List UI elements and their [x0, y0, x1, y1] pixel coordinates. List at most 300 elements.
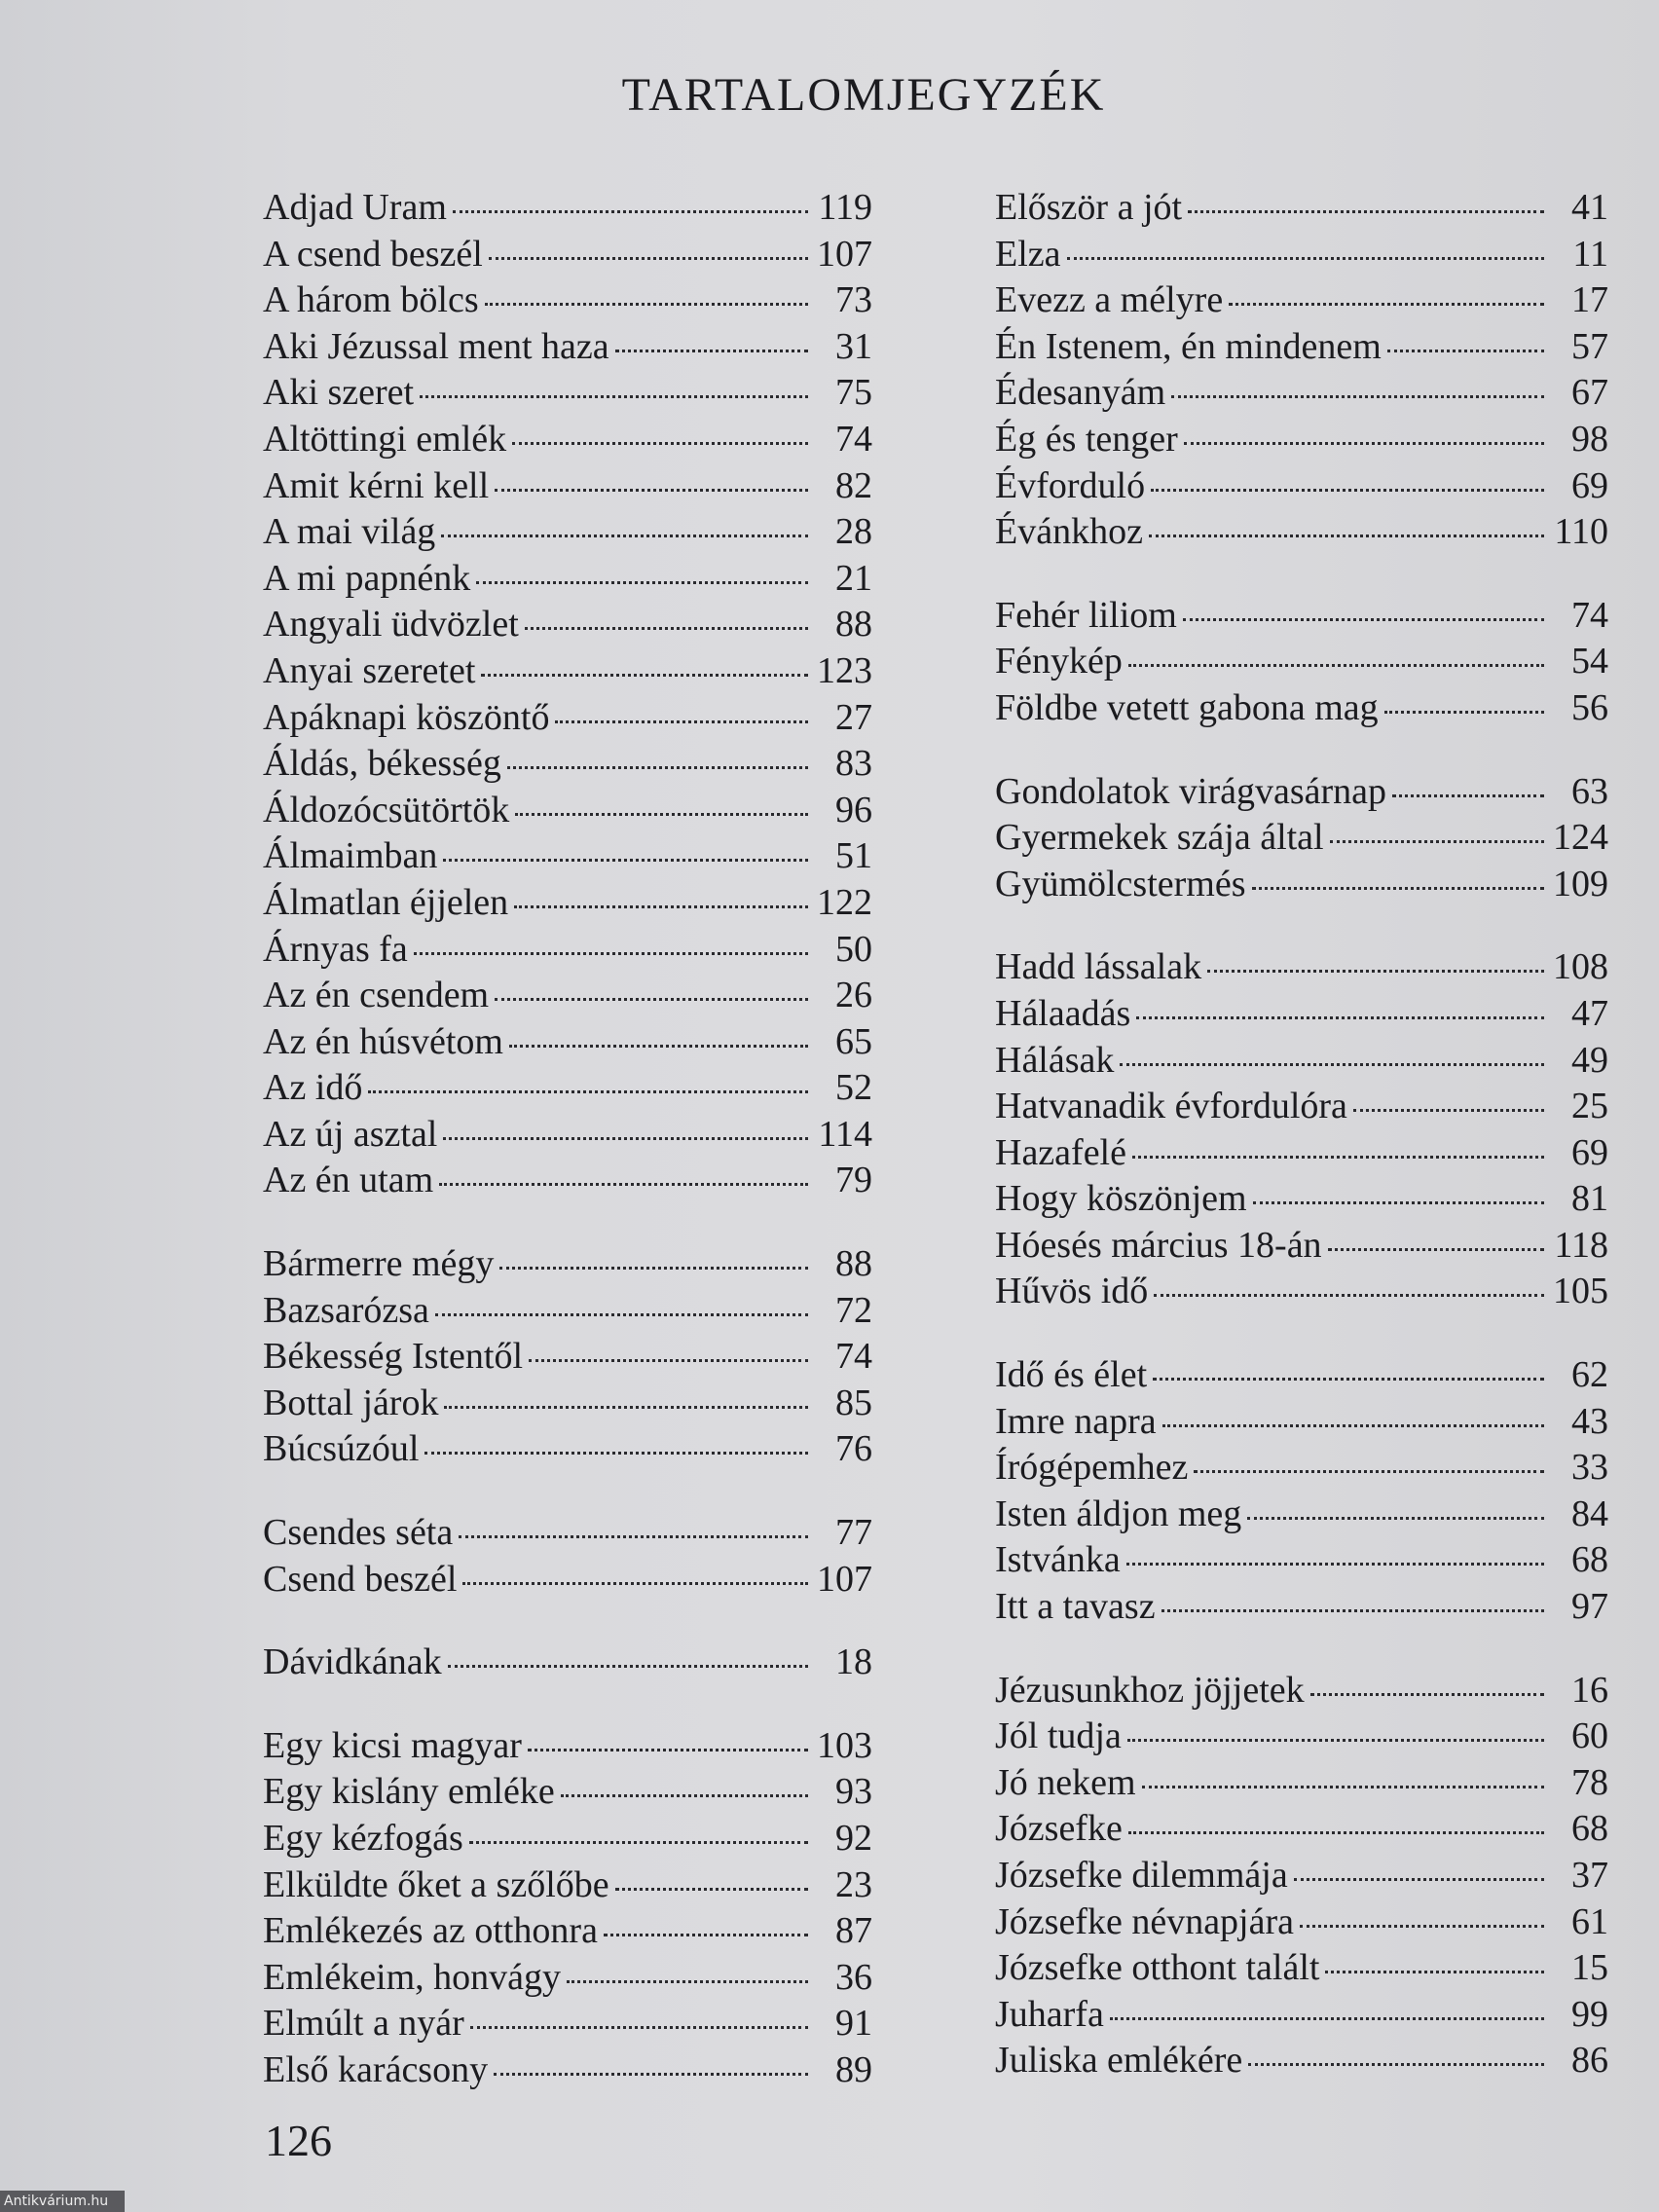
- toc-entry: [263, 1862, 872, 1909]
- dot-leader: [1229, 302, 1544, 306]
- toc-entry-page: 51: [835, 835, 872, 877]
- toc-entry-title: Áldozócsütörtök: [263, 789, 510, 830]
- dot-leader: [439, 1182, 808, 1186]
- dot-leader: [1310, 1692, 1544, 1696]
- dot-leader: [1154, 1293, 1544, 1297]
- toc-entry-page: 16: [1571, 1669, 1608, 1711]
- toc-entry-title: Angyali üdvözlet: [263, 604, 519, 645]
- dot-leader: [481, 673, 808, 677]
- toc-entry-page: 91: [835, 2003, 872, 2045]
- toc-entry: [995, 370, 1608, 417]
- toc-entry-title: Csend beszél: [263, 1558, 458, 1600]
- toc-entry: [995, 324, 1608, 371]
- toc-entry-page: 93: [835, 1771, 872, 1813]
- toc-entry-title: Az én utam: [263, 1160, 434, 1201]
- toc-entry-title: Csendes séta: [263, 1512, 454, 1554]
- toc-entry: [263, 1334, 872, 1381]
- toc-entry-title: Amit kérni kell: [263, 464, 490, 506]
- toc-entry-page: 86: [1571, 2040, 1608, 2082]
- toc-entry: [263, 1510, 872, 1557]
- toc-entry-page: 122: [817, 881, 872, 923]
- toc-entry: [263, 1065, 872, 1112]
- toc-entry: [263, 1816, 872, 1862]
- dot-leader: [443, 858, 808, 862]
- toc-entry: [263, 463, 872, 510]
- toc-entry-title: Jézusunkhoz jöjjetek: [995, 1669, 1305, 1711]
- toc-entry: [263, 1640, 872, 1686]
- toc-entry-page: 110: [1554, 511, 1608, 553]
- toc-entry: [263, 1723, 872, 1770]
- toc-entry-page: 27: [835, 696, 872, 738]
- toc-letter-group: [263, 185, 872, 1204]
- toc-entry-title: Aki szeret: [263, 372, 415, 414]
- toc-letter-group: [995, 1352, 1608, 1631]
- toc-entry-page: 52: [835, 1067, 872, 1109]
- dot-leader: [528, 1748, 808, 1751]
- dot-leader: [420, 394, 808, 398]
- toc-letter-group: [263, 1510, 872, 1603]
- toc-entry-title: Fehér liliom: [995, 594, 1177, 636]
- toc-entry: [995, 1399, 1608, 1446]
- toc-entry: [263, 1557, 872, 1604]
- toc-entry: [995, 463, 1608, 510]
- dot-leader: [1392, 793, 1544, 797]
- toc-entry-page: 73: [835, 279, 872, 321]
- toc-entry: [995, 1130, 1608, 1177]
- toc-entry-page: 124: [1553, 817, 1608, 859]
- toc-entry-page: 50: [835, 928, 872, 970]
- toc-entry-page: 33: [1571, 1447, 1608, 1489]
- toc-entry-page: 37: [1571, 1855, 1608, 1896]
- toc-entry-page: 79: [835, 1160, 872, 1201]
- toc-entry: [995, 277, 1608, 324]
- toc-entry: [995, 417, 1608, 463]
- toc-entry: [995, 1992, 1608, 2039]
- toc-entry-page: 82: [835, 464, 872, 506]
- dot-leader: [485, 302, 808, 306]
- dot-leader: [1120, 1062, 1544, 1066]
- toc-entry: [995, 1853, 1608, 1899]
- toc-entry-title: Hogy köszönjem: [995, 1178, 1247, 1220]
- dot-leader: [435, 1312, 808, 1316]
- toc-entry-page: 87: [835, 1910, 872, 1952]
- dot-leader: [462, 1581, 808, 1585]
- toc-entry-page: 84: [1571, 1493, 1608, 1534]
- toc-entry-title: Édesanyám: [995, 372, 1166, 414]
- toc-entry-page: 74: [835, 1336, 872, 1378]
- toc-entry: [263, 1158, 872, 1204]
- dot-leader: [1110, 2016, 1544, 2020]
- dot-leader: [495, 488, 808, 492]
- dot-leader: [424, 1451, 808, 1455]
- dot-leader: [1184, 441, 1544, 445]
- toc-entry-title: Gyümölcstermés: [995, 863, 1246, 904]
- dot-leader: [529, 1358, 808, 1362]
- toc-entry: [995, 1176, 1608, 1223]
- toc-entry-title: Hadd lássalak: [995, 946, 1202, 988]
- toc-letter-group: [263, 1640, 872, 1686]
- toc-entry: [263, 1908, 872, 1955]
- toc-entry-title: Istvánka: [995, 1539, 1121, 1581]
- toc-entry-page: 68: [1571, 1808, 1608, 1850]
- dot-leader: [459, 1534, 808, 1538]
- dot-leader: [555, 719, 808, 723]
- dot-leader: [1207, 969, 1544, 973]
- toc-entry-page: 109: [1553, 863, 1608, 904]
- watermark: Antikvárium.hu: [0, 2191, 125, 2212]
- dot-leader: [1128, 663, 1544, 667]
- dot-leader: [507, 765, 808, 769]
- toc-entry: [263, 1381, 872, 1427]
- toc-entry-title: Itt a tavasz: [995, 1586, 1156, 1628]
- toc-entry-page: 60: [1571, 1715, 1608, 1757]
- dot-leader: [514, 904, 808, 908]
- toc-entry-title: Jól tudja: [995, 1715, 1122, 1757]
- toc-entry-title: Hálaadás: [995, 992, 1131, 1034]
- toc-entry: [263, 788, 872, 834]
- toc-letter-group: [263, 1723, 872, 2094]
- toc-entry-page: 114: [818, 1113, 872, 1155]
- toc-letter-group: [995, 593, 1608, 732]
- toc-entry-page: 88: [835, 604, 872, 645]
- toc-entry-title: Az idő: [263, 1067, 363, 1109]
- toc-entry: [263, 973, 872, 1019]
- toc-entry-title: Juharfa: [995, 1993, 1104, 2035]
- dot-leader: [1328, 1247, 1544, 1251]
- toc-entry-title: Évforduló: [995, 464, 1146, 506]
- dot-leader: [1353, 1108, 1544, 1112]
- toc-entry-page: 54: [1571, 641, 1608, 682]
- toc-entry-title: Én Istenem, én mindenem: [995, 325, 1382, 367]
- toc-entry-page: 74: [835, 418, 872, 460]
- dot-leader: [515, 812, 808, 816]
- page-title: TARTALOMJEGYZÉK: [621, 69, 1106, 121]
- toc-entry-title: Gondolatok virágvasárnap: [995, 770, 1387, 812]
- toc-entry-title: Hazafelé: [995, 1131, 1126, 1173]
- toc-entry-title: Adjad Uram: [263, 187, 447, 228]
- toc-entry: [263, 556, 872, 603]
- toc-entry-page: 107: [817, 1558, 872, 1600]
- toc-entry: [263, 185, 872, 232]
- dot-leader: [561, 1793, 808, 1797]
- toc-entry: [995, 185, 1608, 232]
- toc-entry-title: Józsefke otthont talált: [995, 1947, 1320, 1989]
- toc-entry-page: 47: [1571, 992, 1608, 1034]
- dot-leader: [1153, 1377, 1544, 1381]
- toc-entry: [995, 991, 1608, 1038]
- dot-leader: [441, 534, 808, 537]
- toc-entry-page: 15: [1571, 1947, 1608, 1989]
- toc-entry-page: 11: [1572, 233, 1608, 275]
- toc-entry-page: 72: [835, 1289, 872, 1331]
- toc-entry-title: Apáknapi köszöntő: [263, 696, 550, 738]
- toc-entry: [995, 1668, 1608, 1714]
- toc-entry-page: 62: [1571, 1354, 1608, 1396]
- toc-entry-title: Elmúlt a nyár: [263, 2003, 464, 2045]
- page-number: 126: [265, 2116, 332, 2165]
- toc-entry: [995, 1806, 1608, 1853]
- toc-entry: [263, 880, 872, 927]
- toc-entry-title: Elküldte őket a szőlőbe: [263, 1863, 609, 1905]
- toc-entry: [995, 1084, 1608, 1130]
- toc-entry: [263, 1288, 872, 1335]
- toc-entry: [995, 1038, 1608, 1085]
- toc-column-right: [995, 185, 1608, 2121]
- toc-entry-title: Áldás, békesség: [263, 743, 501, 785]
- toc-entry-page: 67: [1571, 372, 1608, 414]
- toc-entry: [995, 685, 1608, 732]
- dot-leader: [494, 2072, 808, 2076]
- toc-entry-page: 78: [1571, 1761, 1608, 1803]
- dot-leader: [615, 1887, 808, 1891]
- toc-entry-title: Az én húsvétom: [263, 1020, 503, 1062]
- dot-leader: [489, 256, 808, 260]
- dot-leader: [1325, 1970, 1544, 1973]
- toc-entry-page: 88: [835, 1243, 872, 1285]
- toc-entry: [995, 944, 1608, 991]
- toc-entry-page: 83: [835, 743, 872, 785]
- toc-entry: [263, 417, 872, 463]
- toc-entry: [995, 639, 1608, 685]
- toc-entry-title: Emlékezés az otthonra: [263, 1910, 598, 1952]
- toc-entry-title: Gyermekek szája által: [995, 817, 1324, 859]
- toc-entry-title: Írógépemhez: [995, 1447, 1189, 1489]
- toc-entry-title: Elza: [995, 233, 1061, 275]
- dot-leader: [443, 1136, 808, 1140]
- toc-entry-title: Bazsarózsa: [263, 1289, 429, 1331]
- toc-entry-page: 21: [835, 557, 872, 599]
- toc-entry-page: 77: [835, 1512, 872, 1554]
- dot-leader: [604, 1933, 808, 1936]
- toc-entry: [995, 769, 1608, 816]
- toc-entry-page: 57: [1571, 325, 1608, 367]
- toc-entry: [263, 277, 872, 324]
- dot-leader: [1300, 1924, 1544, 1928]
- dot-leader: [1188, 209, 1544, 213]
- toc-entry-title: Jó nekem: [995, 1761, 1136, 1803]
- toc-entry: [263, 2001, 872, 2047]
- toc-entry-title: Józsefke: [995, 1808, 1123, 1850]
- toc-entry: [995, 1223, 1608, 1270]
- toc-entry-title: Egy kicsi magyar: [263, 1724, 522, 1766]
- toc-entry-title: Fénykép: [995, 641, 1123, 682]
- dot-leader: [1132, 1155, 1544, 1159]
- toc-entry: [995, 1584, 1608, 1631]
- dot-leader: [444, 1405, 808, 1409]
- toc-entry-title: A három bölcs: [263, 279, 479, 321]
- dot-leader: [1194, 1469, 1544, 1473]
- dot-leader: [1384, 710, 1544, 714]
- toc-entry-title: Álmatlan éjjelen: [263, 881, 509, 923]
- toc-entry: [995, 593, 1608, 640]
- dot-leader: [1127, 1738, 1544, 1742]
- toc-entry-page: 26: [835, 975, 872, 1016]
- toc-entry-title: Bármerre mégy: [263, 1243, 495, 1285]
- dot-leader: [1162, 1423, 1544, 1427]
- toc-entry-page: 63: [1571, 770, 1608, 812]
- toc-entry-page: 108: [1553, 946, 1608, 988]
- toc-entry: [263, 232, 872, 278]
- dot-leader: [1248, 2062, 1544, 2066]
- dot-leader: [567, 1979, 808, 1983]
- toc-entry-page: 74: [1571, 594, 1608, 636]
- toc-entry: [263, 1955, 872, 2002]
- toc-entry: [263, 2047, 872, 2094]
- toc-entry-page: 123: [817, 649, 872, 691]
- dot-leader: [1126, 1562, 1544, 1566]
- toc-entry-title: Isten áldjon meg: [995, 1493, 1242, 1534]
- toc-entry-page: 98: [1571, 418, 1608, 460]
- dot-leader: [1067, 256, 1544, 260]
- toc-entry: [263, 1426, 872, 1473]
- toc-entry-page: 69: [1571, 1131, 1608, 1173]
- toc-entry-page: 18: [835, 1641, 872, 1683]
- toc-entry: [995, 232, 1608, 278]
- toc-entry-title: Évánkhoz: [995, 511, 1143, 553]
- toc-entry-title: Álmaimban: [263, 835, 438, 877]
- toc-entry-page: 61: [1571, 1900, 1608, 1942]
- toc-letter-group: [995, 944, 1608, 1315]
- toc-entry-page: 49: [1571, 1039, 1608, 1081]
- toc-entry-page: 25: [1571, 1086, 1608, 1127]
- toc-entry-title: Először a jót: [995, 187, 1183, 228]
- toc-entry: [995, 815, 1608, 862]
- toc-entry-page: 89: [835, 2048, 872, 2090]
- toc-entry-title: Józsefke névnapjára: [995, 1900, 1295, 1942]
- toc-entry-title: Altöttingi emlék: [263, 418, 507, 460]
- toc-entry: [995, 2038, 1608, 2084]
- toc-entry-page: 76: [835, 1428, 872, 1470]
- toc-entry-title: Ég és tenger: [995, 418, 1178, 460]
- toc-entry-title: Anyai szeretet: [263, 649, 476, 691]
- toc-entry-title: A csend beszél: [263, 233, 483, 275]
- dot-leader: [615, 349, 808, 352]
- toc-entry-page: 17: [1571, 279, 1608, 321]
- dot-leader: [1330, 839, 1544, 843]
- toc-entry-title: A mai világ: [263, 511, 436, 553]
- toc-entry-page: 92: [835, 1818, 872, 1859]
- dot-leader: [469, 1840, 808, 1844]
- dot-leader: [1171, 394, 1544, 398]
- dot-leader: [1151, 488, 1544, 492]
- toc-entry-title: Juliska emlékére: [995, 2040, 1243, 2082]
- toc-entry: [995, 1352, 1608, 1399]
- toc-entry-title: Békesség Istentől: [263, 1336, 524, 1378]
- toc-entry-title: Egy kézfogás: [263, 1818, 463, 1859]
- toc-entry: [995, 1492, 1608, 1538]
- toc-entry-title: Első karácsony: [263, 2048, 489, 2090]
- toc-entry-page: 28: [835, 511, 872, 553]
- dot-leader: [1294, 1877, 1544, 1881]
- toc-entry: [263, 602, 872, 648]
- toc-letter-group: [263, 1241, 872, 1473]
- dot-leader: [470, 2025, 808, 2029]
- dot-leader: [1387, 349, 1544, 352]
- toc-entry-title: Hóesés március 18-án: [995, 1224, 1322, 1266]
- toc-entry: [263, 833, 872, 880]
- dot-leader: [1128, 1830, 1544, 1834]
- toc-entry-title: Búcsúzóul: [263, 1428, 420, 1470]
- toc-entry: [263, 1241, 872, 1288]
- dot-leader: [1253, 1200, 1544, 1204]
- dot-leader: [1183, 617, 1544, 621]
- toc-entry-title: Dávidkának: [263, 1641, 442, 1683]
- toc-entry-title: Evezz a mélyre: [995, 279, 1224, 321]
- toc-entry: [263, 1112, 872, 1159]
- toc-entry-page: 107: [817, 233, 872, 275]
- dot-leader: [414, 951, 808, 955]
- dot-leader: [499, 1266, 808, 1270]
- dot-leader: [368, 1089, 808, 1093]
- toc-entry-page: 103: [817, 1724, 872, 1766]
- toc-entry-title: Hálásak: [995, 1039, 1115, 1081]
- toc-entry-title: Hatvanadik évfordulóra: [995, 1086, 1347, 1127]
- toc-entry-page: 31: [835, 325, 872, 367]
- toc-entry-title: Árnyas fa: [263, 928, 408, 970]
- toc-letter-group: [995, 185, 1608, 556]
- toc-entry-page: 69: [1571, 464, 1608, 506]
- toc-entry-title: Az én csendem: [263, 975, 490, 1016]
- toc-entry-title: Egy kislány emléke: [263, 1771, 555, 1813]
- toc-entry: [995, 1945, 1608, 1992]
- toc-entry-page: 81: [1571, 1178, 1608, 1220]
- toc-entry-title: Idő és élet: [995, 1354, 1148, 1396]
- toc-entry-page: 56: [1571, 686, 1608, 728]
- dot-leader: [453, 209, 808, 213]
- dot-leader: [1142, 1785, 1544, 1788]
- toc-entry-page: 119: [818, 187, 872, 228]
- dot-leader: [525, 626, 808, 630]
- toc-entry-page: 68: [1571, 1539, 1608, 1581]
- toc-entry-title: Hűvös idő: [995, 1271, 1149, 1312]
- toc-entry: [263, 509, 872, 556]
- toc-entry: [995, 509, 1608, 556]
- toc-entry: [263, 1769, 872, 1816]
- toc-entry-title: Emlékeim, honvágy: [263, 1956, 562, 1998]
- toc-entry: [995, 1714, 1608, 1760]
- toc-entry: [263, 1019, 872, 1066]
- toc-entry-title: Józsefke dilemmája: [995, 1855, 1288, 1896]
- toc-entry-page: 99: [1571, 1993, 1608, 2035]
- toc-entry-title: Imre napra: [995, 1400, 1157, 1442]
- toc-entry: [995, 862, 1608, 908]
- toc-entry-page: 41: [1571, 187, 1608, 228]
- dot-leader: [1247, 1516, 1544, 1520]
- toc-letter-group: [995, 1668, 1608, 2084]
- toc-entry-title: Az új asztal: [263, 1113, 438, 1155]
- toc-entry: [263, 741, 872, 788]
- toc-letter-group: [995, 769, 1608, 908]
- toc-entry: [263, 324, 872, 371]
- dot-leader: [476, 580, 808, 584]
- toc-entry-page: 65: [835, 1020, 872, 1062]
- dot-leader: [1252, 886, 1544, 890]
- toc-entry-title: Aki Jézussal ment haza: [263, 325, 609, 367]
- dot-leader: [512, 441, 808, 445]
- toc-entry: [263, 648, 872, 695]
- toc-entry: [995, 1269, 1608, 1315]
- toc-entry-page: 36: [835, 1956, 872, 1998]
- toc-entry-title: Bottal járok: [263, 1382, 439, 1423]
- toc-entry-page: 85: [835, 1382, 872, 1423]
- toc-entry-page: 118: [1554, 1224, 1608, 1266]
- toc-entry: [263, 695, 872, 742]
- toc-entry-page: 105: [1553, 1271, 1608, 1312]
- toc-entry-page: 43: [1571, 1400, 1608, 1442]
- toc-entry-title: A mi papnénk: [263, 557, 471, 599]
- dot-leader: [509, 1044, 808, 1048]
- toc-entry-page: 97: [1571, 1586, 1608, 1628]
